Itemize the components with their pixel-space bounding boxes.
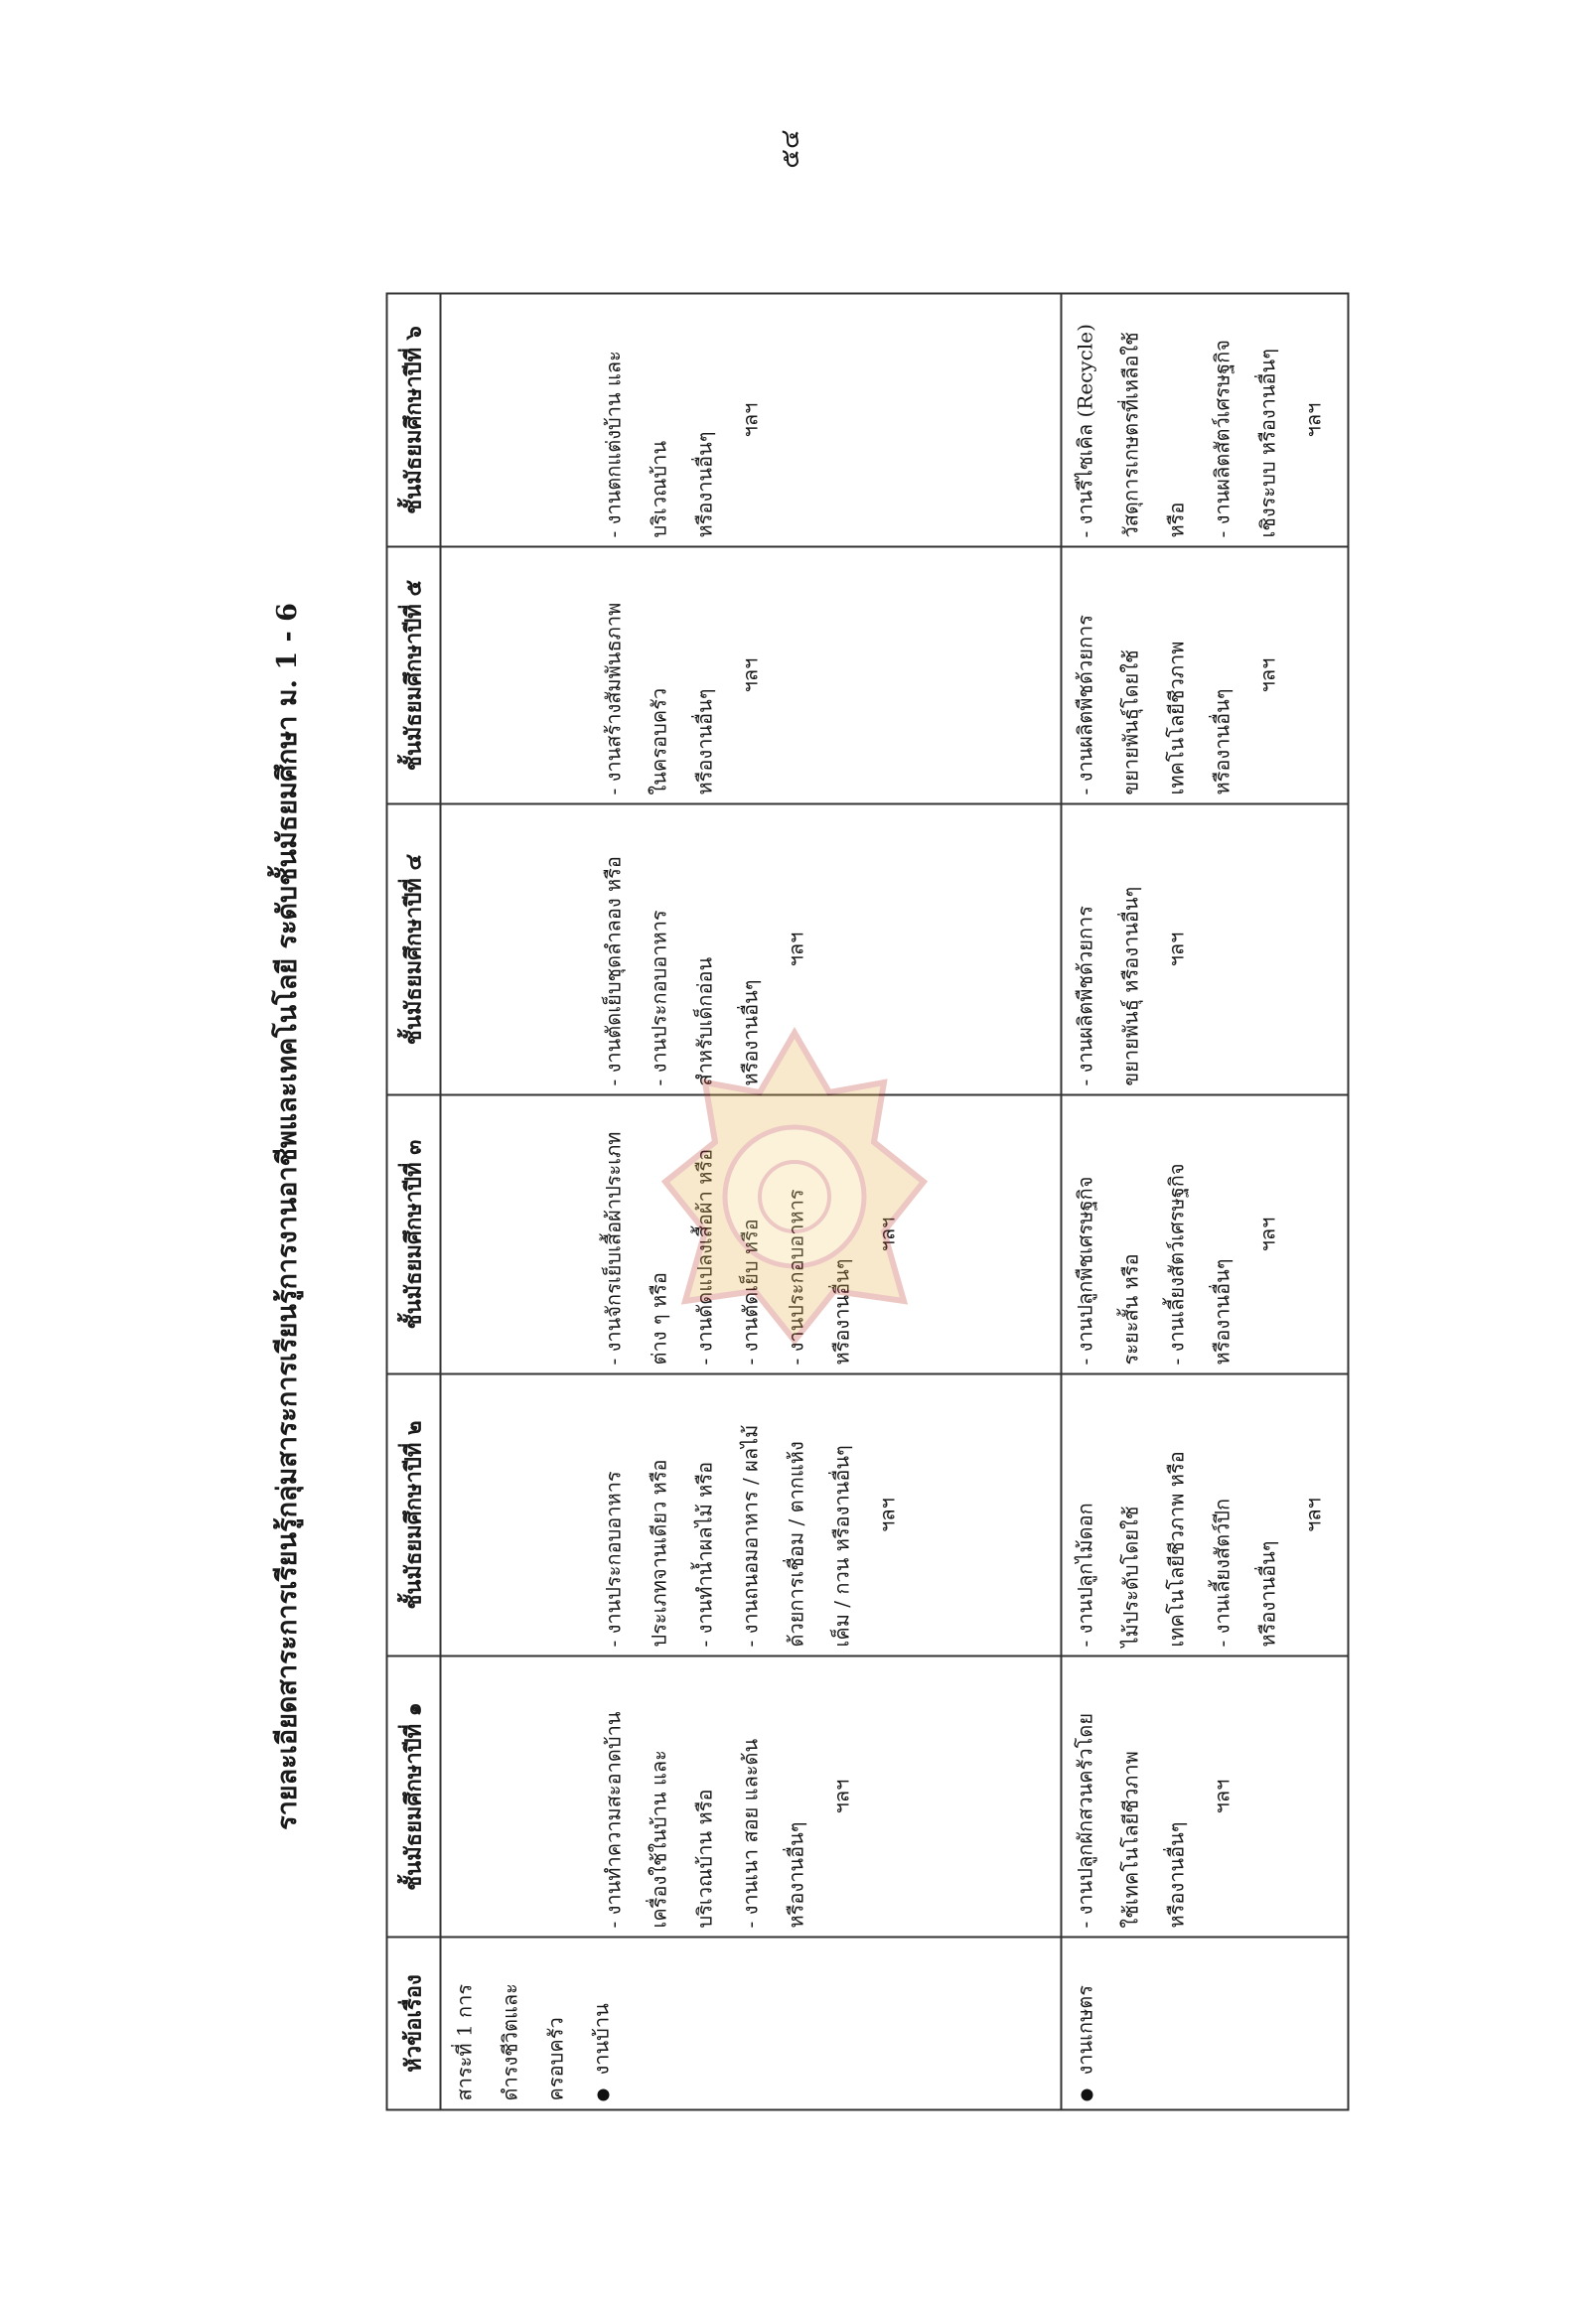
grade-1-cell: [1061, 1655, 1348, 1937]
cell-line: - งานเนา สอย และด้น: [738, 1738, 762, 1928]
header-grade-5: ชั้นมัธยมศึกษาปีที่ ๕: [386, 546, 440, 803]
cell-line: - งานทำความสะอาดบ้าน: [601, 1711, 625, 1928]
cell-line: - งานปลูกผักสวนครัวโดย: [1073, 1712, 1096, 1928]
cell-line: เทคโนโลยีชีวภาพ หรือ: [1164, 1450, 1188, 1647]
cell-line: - งานผลิตพืชด้วยการ: [1073, 614, 1096, 794]
topic-cell: [440, 1937, 1061, 2109]
topic-label: งานเกษตร: [1073, 1984, 1096, 2075]
topic-label: งานบ้าน: [589, 2002, 613, 2075]
cell-line: - งานตัดเย็บชุดลำลอง หรือ: [601, 855, 625, 1085]
cell-line: - งานรีไซเคิล (Recycle): [1073, 323, 1096, 537]
cell-line: หรืองานอื่นๆ: [1255, 1539, 1279, 1647]
grade-3-cell: [440, 1094, 1061, 1373]
header-topic: หัวข้อเรื่อง: [386, 1937, 440, 2109]
cell-line: วัสดุการเกษตรที่เหลือใช้: [1118, 331, 1142, 537]
cell-line: บริเวณบ้าน: [647, 440, 670, 537]
cell-line: เชิงระบบ หรืองานอื่นๆ: [1255, 348, 1279, 537]
etc-mark: ฯลฯ: [875, 1217, 899, 1251]
cell-line: - งานผลิตพืชด้วยการ: [1073, 905, 1096, 1085]
cell-line: ใช้เทคโนโลยีชีวภาพ: [1118, 1750, 1142, 1928]
topic-strand-line: ครอบครัว: [543, 2016, 567, 2100]
topic-strand-line: ดำรงชีวิตและ: [498, 1982, 521, 2100]
cell-line: เครื่องใช้ในบ้าน และ: [647, 1749, 670, 1928]
header-grade-4: ชั้นมัธยมศึกษาปีที่ ๔: [386, 803, 440, 1094]
cell-line: - งานประกอบอาหาร: [784, 1188, 807, 1365]
cell-line: หรืองานอื่นๆ: [1210, 687, 1233, 794]
cell-line: ระยะสั้น หรือ: [1118, 1252, 1142, 1365]
table-row: [1061, 293, 1348, 2109]
topic-item: [1062, 1945, 1107, 2100]
etc-mark: ฯลฯ: [784, 932, 807, 966]
etc-mark: ฯลฯ: [829, 1779, 853, 1813]
cell-line: - งานประกอบอาหาร: [601, 1470, 625, 1647]
cell-line: - งานเลี้ยงสัตว์ปีก: [1210, 1498, 1233, 1647]
etc-mark: ฯลฯ: [875, 1497, 899, 1532]
cell-line: - งานเลี้ยงสัตว์เศรษฐกิจ: [1164, 1162, 1188, 1365]
curriculum-table-wrapper: [385, 294, 1325, 2110]
cell-line: หรืองานอื่นๆ: [1164, 1820, 1188, 1928]
etc-mark: ฯลฯ: [1255, 1217, 1279, 1251]
cell-line: - งานตกแต่งบ้าน และ: [601, 350, 625, 537]
page-number: ๕๔: [776, 129, 805, 169]
cell-line: หรืองานอื่นๆ: [1210, 1257, 1233, 1365]
grade-5-cell: [1061, 546, 1348, 803]
cell-line: - งานถนอมอาหาร / ผลไม้: [738, 1424, 762, 1647]
cell-line: ด้วยการเชื่อม / ตากแห้ง: [784, 1440, 807, 1647]
cell-line: ประเภทจานเดียว หรือ: [647, 1458, 670, 1647]
cell-line: หรืองานอื่นๆ: [829, 1257, 853, 1365]
etc-mark: ฯลฯ: [1210, 1779, 1233, 1813]
cell-line: ไม้ประดับโดยใช้: [1118, 1506, 1142, 1647]
grade-2-cell: [1061, 1373, 1348, 1655]
etc-mark: ฯลฯ: [1164, 932, 1188, 966]
cell-line: หรืองานอื่นๆ: [692, 430, 716, 537]
cell-line: บริเวณบ้าน หรือ: [692, 1789, 716, 1928]
etc-mark: ฯลฯ: [1301, 1497, 1325, 1532]
topic-strand-line: สาระที่ 1 การ: [452, 1983, 476, 2100]
cell-line: - งานดัดแปลงเสื้อผ้า หรือ: [692, 1148, 716, 1365]
cell-line: - งานตัดเย็บ หรือ: [738, 1218, 762, 1365]
cell-line: - งานผลิตสัตว์เศรษฐกิจ: [1210, 339, 1233, 537]
cell-line: หรือ: [1164, 502, 1188, 537]
etc-mark: ฯลฯ: [1301, 402, 1325, 437]
header-grade-1: ชั้นมัธยมศึกษาปีที่ ๑: [386, 1655, 440, 1937]
topic-cell: [1061, 1937, 1348, 2109]
etc-mark: ฯลฯ: [738, 402, 762, 437]
cell-line: - งานสร้างสัมพันธภาพ: [601, 602, 625, 794]
etc-mark: ฯลฯ: [1255, 657, 1279, 692]
cell-line: หรืองานอื่นๆ: [692, 687, 716, 794]
table-header-row: [386, 293, 440, 2109]
cell-line: ขยายพันธุ์ หรืองานอื่นๆ: [1118, 886, 1142, 1085]
header-grade-3: ชั้นมัธยมศึกษาปีที่ ๓: [386, 1094, 440, 1373]
header-grade-6: ชั้นมัธยมศึกษาปีที่ ๖: [386, 293, 440, 546]
cell-line: สำหรับเด็กอ่อน: [692, 956, 716, 1085]
cell-line: - งานจักรเย็บเสื้อผ้าประเภท: [601, 1131, 625, 1365]
cell-line: ต่าง ๆ หรือ: [647, 1271, 670, 1365]
cell-line: - งานปลูกพืชเศรษฐกิจ: [1073, 1176, 1096, 1365]
cell-line: - งานประกอบอาหาร: [647, 909, 670, 1085]
grade-4-cell: [440, 803, 1061, 1094]
header-grade-2: ชั้นมัธยมศึกษาปีที่ ๒: [386, 1373, 440, 1655]
grade-5-cell: [440, 546, 1061, 803]
bullet-icon: [597, 2088, 609, 2100]
grade-6-cell: [1061, 293, 1348, 546]
table-row: [440, 293, 1061, 2109]
page-title: รายละเอียดสาระการเรียนรู้กลุ่มสาระการเรียนรู้การงานอาชีพและเทคโนโลยี ระดับชั้นมัธยมศึกษา ม. 1 - 6: [272, 603, 303, 1830]
grade-2-cell: [440, 1373, 1061, 1655]
cell-line: - งานปลูกไม้ดอก: [1073, 1502, 1096, 1647]
cell-line: หรืองานอื่นๆ: [784, 1820, 807, 1928]
topic-item: [578, 1945, 624, 2100]
grade-6-cell: [440, 293, 1061, 546]
grade-3-cell: [1061, 1094, 1348, 1373]
cell-line: ขยายพันธุ์โดยใช้: [1118, 648, 1142, 794]
etc-mark: ฯลฯ: [738, 657, 762, 692]
grade-1-cell: [440, 1655, 1061, 1937]
cell-line: ในครอบครัว: [647, 687, 670, 794]
bullet-icon: [1081, 2088, 1092, 2100]
cell-line: หรืองานอื่นๆ: [738, 978, 762, 1085]
curriculum-table: [385, 292, 1349, 2110]
cell-line: เค็ม / กวน หรืองานอื่นๆ: [829, 1444, 853, 1647]
cell-line: - งานทำน้ำผลไม้ หรือ: [692, 1461, 716, 1647]
cell-line: เทคโนโลยีชีวภาพ: [1164, 641, 1188, 794]
grade-4-cell: [1061, 803, 1348, 1094]
